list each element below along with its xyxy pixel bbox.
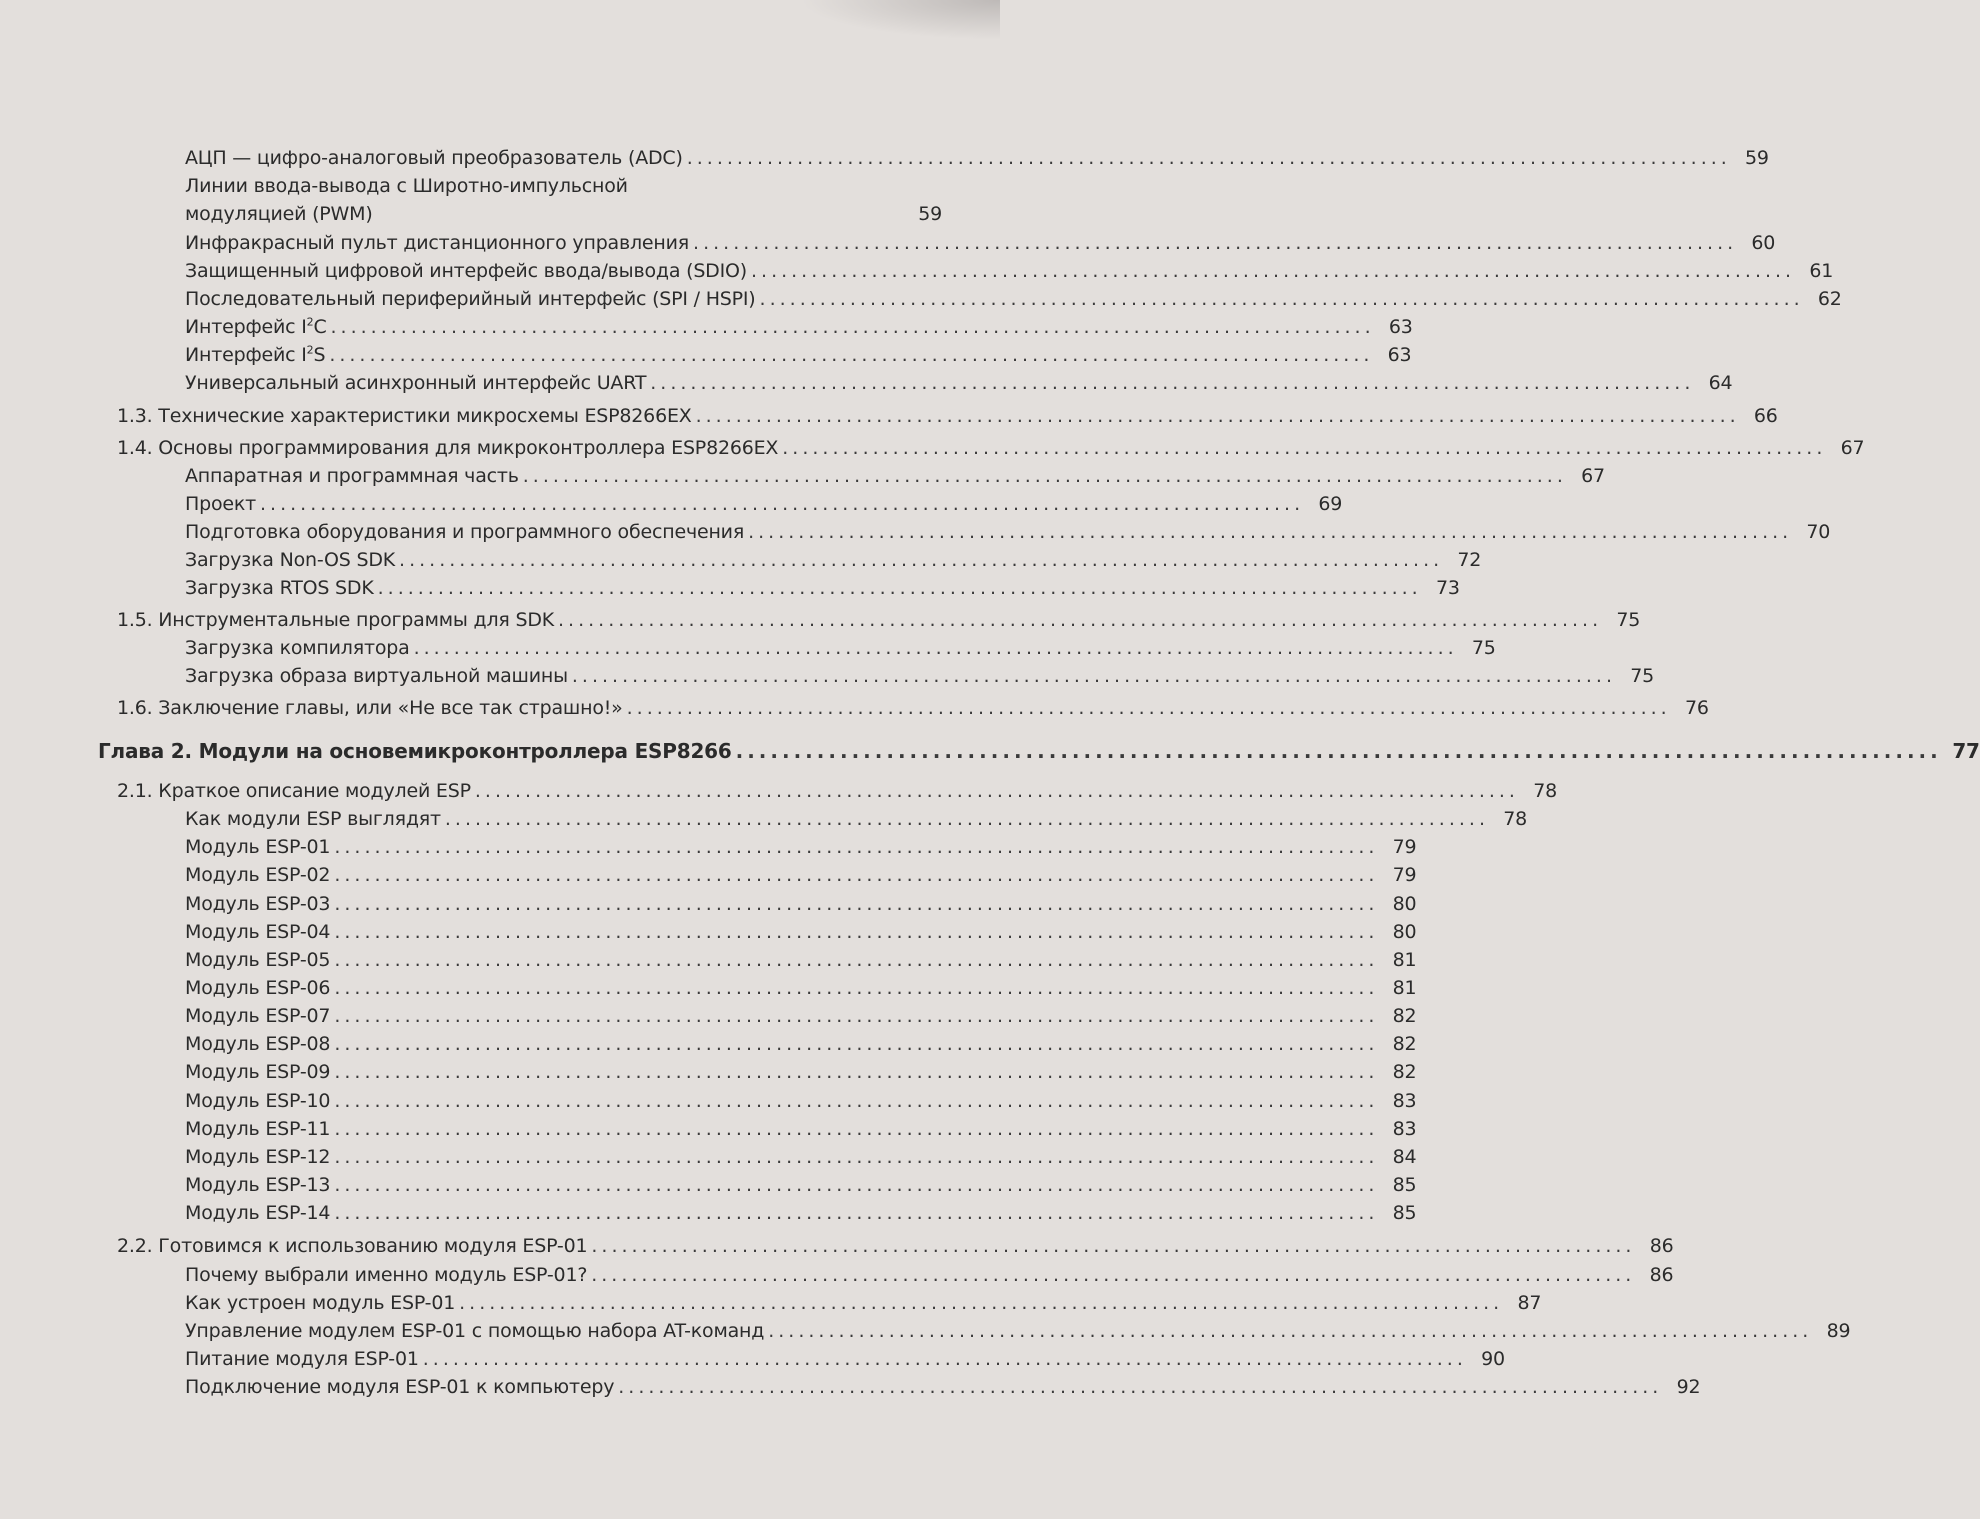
toc-entry-page: 85 — [1392, 1174, 1417, 1196]
toc-entry — [185, 890, 1417, 918]
dot-leader: ........................................................................................................ — [334, 921, 1379, 943]
toc-entry-page: 64 — [1708, 372, 1733, 394]
toc-entry-title-end: C — [313, 316, 327, 338]
toc-entry-page: 86 — [1649, 1235, 1674, 1257]
toc-entry-page: 73 — [1435, 577, 1460, 599]
toc-entry — [185, 1002, 1417, 1030]
toc-entry — [117, 402, 1778, 430]
toc-entry-page: 75 — [1616, 609, 1641, 631]
dot-leader: ........................................................................................................ — [334, 1174, 1379, 1196]
toc-entry-page: 78 — [1503, 808, 1527, 830]
dot-leader: ........................................................................................................ — [735, 739, 1942, 763]
toc-entry-title: Модуль ESP-08 — [185, 1033, 331, 1055]
toc-entry-page: 69 — [1318, 493, 1343, 515]
dot-leader: ........................................................................................................ — [334, 1202, 1379, 1224]
dot-leader: ........................................................................................................ — [626, 697, 1671, 719]
toc-entry-page: 72 — [1457, 549, 1482, 571]
dot-leader: ........................................................................................................ — [329, 344, 1374, 366]
dot-leader: ........................................................................................................ — [334, 836, 1379, 858]
toc-entry-title: 2.1. Краткое описание модулей ESP — [117, 780, 471, 802]
toc-entry-title: Модуль ESP-14 — [185, 1202, 331, 1224]
toc-entry-page: 80 — [1392, 921, 1417, 943]
toc-entry — [185, 1289, 1542, 1317]
toc-entry-page: 83 — [1392, 1118, 1417, 1140]
toc-chapter-entry — [98, 737, 1980, 765]
toc-entry-title-end: S — [313, 344, 326, 366]
toc-entry-title: Модуль ESP-05 — [185, 949, 331, 971]
toc-entry — [185, 285, 1842, 313]
toc-entry — [185, 974, 1417, 1002]
dot-leader: ........................................................................................................ — [591, 1264, 1636, 1286]
toc-entry-page: 75 — [1471, 637, 1496, 659]
dot-leader: ........................................................................................................ — [759, 288, 1804, 310]
toc-entry — [185, 805, 1527, 833]
toc-entry — [185, 1199, 1417, 1227]
dot-leader: ........................................................................................................ — [334, 1033, 1379, 1055]
toc-entry-title: Инфракрасный пульт дистанционного управления — [185, 232, 690, 254]
toc-entry-page: 63 — [1388, 316, 1413, 338]
toc-entry-page: 86 — [1649, 1264, 1674, 1286]
toc-entry — [185, 313, 1413, 341]
toc-entry-page: 79 — [1392, 864, 1417, 886]
dot-leader: ........................................................................................................ — [618, 1376, 1663, 1398]
toc-entry-page: 62 — [1817, 288, 1842, 310]
toc-entry-page: 60 — [1751, 232, 1776, 254]
toc-entry-title: Загрузка компилятора — [185, 637, 410, 659]
toc-entry-title: Загрузка образа виртуальной машины — [185, 665, 568, 687]
toc-entry-page: 83 — [1392, 1090, 1417, 1112]
dot-leader: ........................................................................................................ — [693, 232, 1738, 254]
dot-leader: ........................................................................................................ — [558, 609, 1603, 631]
toc-entry-page: 70 — [1806, 521, 1831, 543]
toc-entry-title — [185, 313, 327, 341]
toc-entry-page: 59 — [918, 203, 942, 225]
dot-leader: ........................................................................................................ — [650, 372, 1695, 394]
toc-entry-page: 63 — [1387, 344, 1412, 366]
toc-entry-title: 1.5. Инструментальные программы для SDK — [117, 609, 555, 631]
dot-leader: ........................................................................................................ — [413, 637, 1458, 659]
toc-entry-page: 61 — [1809, 260, 1834, 282]
toc-entry-title-text: Интерфейс I — [185, 344, 307, 366]
toc-entry — [117, 777, 1557, 805]
toc-entry — [185, 1143, 1417, 1171]
dot-leader: ........................................................................................................ — [377, 577, 1422, 599]
toc-entry — [185, 200, 942, 228]
toc-entry — [185, 662, 1655, 690]
toc-entry-page: 79 — [1392, 836, 1417, 858]
dot-leader: ........................................................................................................ — [459, 1292, 1504, 1314]
toc-entry-title: 2.2. Готовимся к использованию модуля ESP-01 — [117, 1235, 588, 1257]
toc-entry-title: Глава 2. Модули на основемикроконтроллера ESP8266 — [98, 739, 732, 763]
toc-entry-page: 67 — [1840, 437, 1865, 459]
dot-leader: ........................................................................................................ — [768, 1320, 1813, 1342]
toc-entry-page: 82 — [1392, 1005, 1417, 1027]
toc-entry-page: 85 — [1392, 1202, 1417, 1224]
toc-entry — [185, 1115, 1417, 1143]
toc-entry-page: 90 — [1481, 1348, 1505, 1370]
toc-entry-page: 76 — [1684, 697, 1709, 719]
toc-entry — [185, 1317, 1851, 1345]
toc-entry-title: Подключение модуля ESP-01 к компьютеру — [185, 1376, 615, 1398]
toc-entry-title: Почему выбрали именно модуль ESP-01? — [185, 1264, 588, 1286]
toc-entry-title: Проект — [185, 493, 257, 515]
dot-leader: ........................................................................................................ — [260, 493, 1305, 515]
toc-entry-title-line1: Линии ввода-вывода с Широтно-импульсной — [185, 175, 628, 197]
dot-leader: ........................................................................................................ — [330, 316, 1375, 338]
toc-entry — [185, 462, 1605, 490]
toc-entry-title: Последовательный периферийный интерфейс (SPI / HSPI) — [185, 288, 756, 310]
toc-entry-title: 1.3. Технические характеристики микросхемы ESP8266EX — [117, 405, 692, 427]
toc-entry-title: Управление модулем ESP-01 с помощью набора AT-команд — [185, 1320, 765, 1342]
dot-leader: ........................................................................................................ — [522, 465, 1567, 487]
toc-entry-page: 82 — [1392, 1061, 1417, 1083]
toc-entry-title: Модуль ESP-07 — [185, 1005, 331, 1027]
dot-leader: ........................................................................................................ — [444, 808, 1489, 830]
toc-entry-title: АЦП — цифро-аналоговый преобразователь (ADC) — [185, 147, 683, 169]
toc-entry — [185, 918, 1417, 946]
toc-entry-title: Модуль ESP-02 — [185, 864, 331, 886]
toc-entry-title: Модуль ESP-10 — [185, 1090, 331, 1112]
toc-entry — [185, 546, 1482, 574]
toc-entry-title: 1.4. Основы программирования для микроконтроллера ESP8266EX — [117, 437, 779, 459]
toc-entry-page: 67 — [1581, 465, 1605, 487]
dot-leader: ........................................................................................................ — [334, 1005, 1379, 1027]
toc-entry — [185, 1087, 1417, 1115]
toc-entry — [185, 229, 1776, 257]
toc-entry-page: 82 — [1392, 1033, 1417, 1055]
dot-leader: ........................................................................................................ — [334, 893, 1379, 915]
toc-entry — [185, 861, 1417, 889]
toc-entry — [185, 1171, 1417, 1199]
toc-entry-title: Питание модуля ESP-01 — [185, 1348, 419, 1370]
dot-leader: ........................................................................................................ — [334, 1118, 1379, 1140]
toc-entry-page: 77 — [1952, 739, 1980, 763]
toc-entry-page: 84 — [1392, 1146, 1417, 1168]
dot-leader: ........................................................................................................ — [748, 521, 1793, 543]
toc-entry-page: 81 — [1392, 977, 1417, 999]
toc-entry — [185, 490, 1343, 518]
toc-entry — [185, 1345, 1505, 1373]
toc-entry-title: Модуль ESP-06 — [185, 977, 331, 999]
toc-entry-page: 66 — [1753, 405, 1778, 427]
toc-entry — [185, 1058, 1417, 1086]
dot-leader: ........................................................................................................ — [334, 864, 1379, 886]
dot-leader: ........................................................................................................ — [686, 147, 1731, 169]
superscript: 2 — [306, 343, 314, 357]
toc-entry-page: 80 — [1392, 893, 1417, 915]
toc-entry-title: Модуль ESP-03 — [185, 893, 331, 915]
toc-entry-page: 87 — [1517, 1292, 1542, 1314]
toc-entry-page: 59 — [1745, 147, 1769, 169]
toc-entry-title: Модуль ESP-09 — [185, 1061, 331, 1083]
dot-leader: ........................................................................................................ — [399, 549, 1444, 571]
toc-entry — [185, 518, 1831, 546]
dot-leader: ........................................................................................................ — [422, 1348, 1467, 1370]
toc-entry-page: 92 — [1676, 1376, 1701, 1398]
toc-entry — [185, 634, 1496, 662]
superscript: 2 — [306, 315, 314, 329]
toc-entry — [117, 694, 1709, 722]
toc-entry-title: Модуль ESP-11 — [185, 1118, 331, 1140]
toc-entry — [185, 1261, 1674, 1289]
toc-entry-title: Подготовка оборудования и программного обеспечения — [185, 521, 745, 543]
toc-entry — [185, 341, 1412, 369]
dot-leader: ........................................................................................................ — [474, 780, 1519, 802]
dot-leader: ........................................................................................................ — [750, 260, 1796, 282]
dot-leader: ........................................................................................................ — [782, 437, 1827, 459]
toc-entry-title: Защищенный цифровой интерфейс ввода/вывода (SDIO) — [185, 260, 747, 282]
toc-entry-title: Модуль ESP-12 — [185, 1146, 331, 1168]
toc-entry — [185, 574, 1460, 602]
toc-entry-title: Аппаратная и программная часть — [185, 465, 519, 487]
toc-entry-title: Модуль ESP-04 — [185, 921, 331, 943]
dot-leader: ........................................................................................................ — [334, 1146, 1379, 1168]
dot-leader: ........................................................................................................ — [334, 949, 1379, 971]
dot-leader: ........................................................................................................ — [334, 1061, 1379, 1083]
toc-entry-page: 78 — [1533, 780, 1557, 802]
toc-entry-title: Универсальный асинхронный интерфейс UART — [185, 372, 647, 394]
toc-entry-title: Модуль ESP-13 — [185, 1174, 331, 1196]
toc-entry — [185, 144, 1769, 172]
toc-entry — [185, 1373, 1701, 1401]
toc-entry-page: 75 — [1630, 665, 1655, 687]
toc-entry — [185, 369, 1733, 397]
toc-entry — [117, 606, 1641, 634]
toc-entry-title: Модуль ESP-01 — [185, 836, 331, 858]
toc-entry-title-text: Интерфейс I — [185, 316, 307, 338]
dot-leader: ........................................................................................................ — [334, 977, 1379, 999]
toc-entry — [185, 1030, 1417, 1058]
toc-entry-title — [185, 341, 325, 369]
dot-leader: ........................................................................................................ — [695, 405, 1740, 427]
toc-entry-title: Загрузка RTOS SDK — [185, 577, 374, 599]
toc-entry — [117, 1232, 1674, 1260]
toc-entry-title: Как устроен модуль ESP-01 — [185, 1292, 456, 1314]
toc-entry — [185, 833, 1417, 861]
toc-entry — [185, 257, 1834, 285]
toc-entry — [117, 434, 1865, 462]
toc-entry-title: модуляцией (PWM) — [185, 203, 373, 225]
toc-entry — [185, 946, 1417, 974]
toc-entry-page: 81 — [1392, 949, 1417, 971]
toc-entry-title: Как модули ESP выглядят — [185, 808, 441, 830]
dot-leader: ........................................................................................................ — [591, 1235, 1636, 1257]
dot-leader: ........................................................................................................ — [334, 1090, 1379, 1112]
toc-entry-page: 89 — [1826, 1320, 1851, 1342]
toc-entry-title: 1.6. Заключение главы, или «Не все так страшно!» — [117, 697, 623, 719]
dot-leader: ........................................................................................................ — [571, 665, 1617, 687]
toc-entry-title: Загрузка Non-OS SDK — [185, 549, 396, 571]
